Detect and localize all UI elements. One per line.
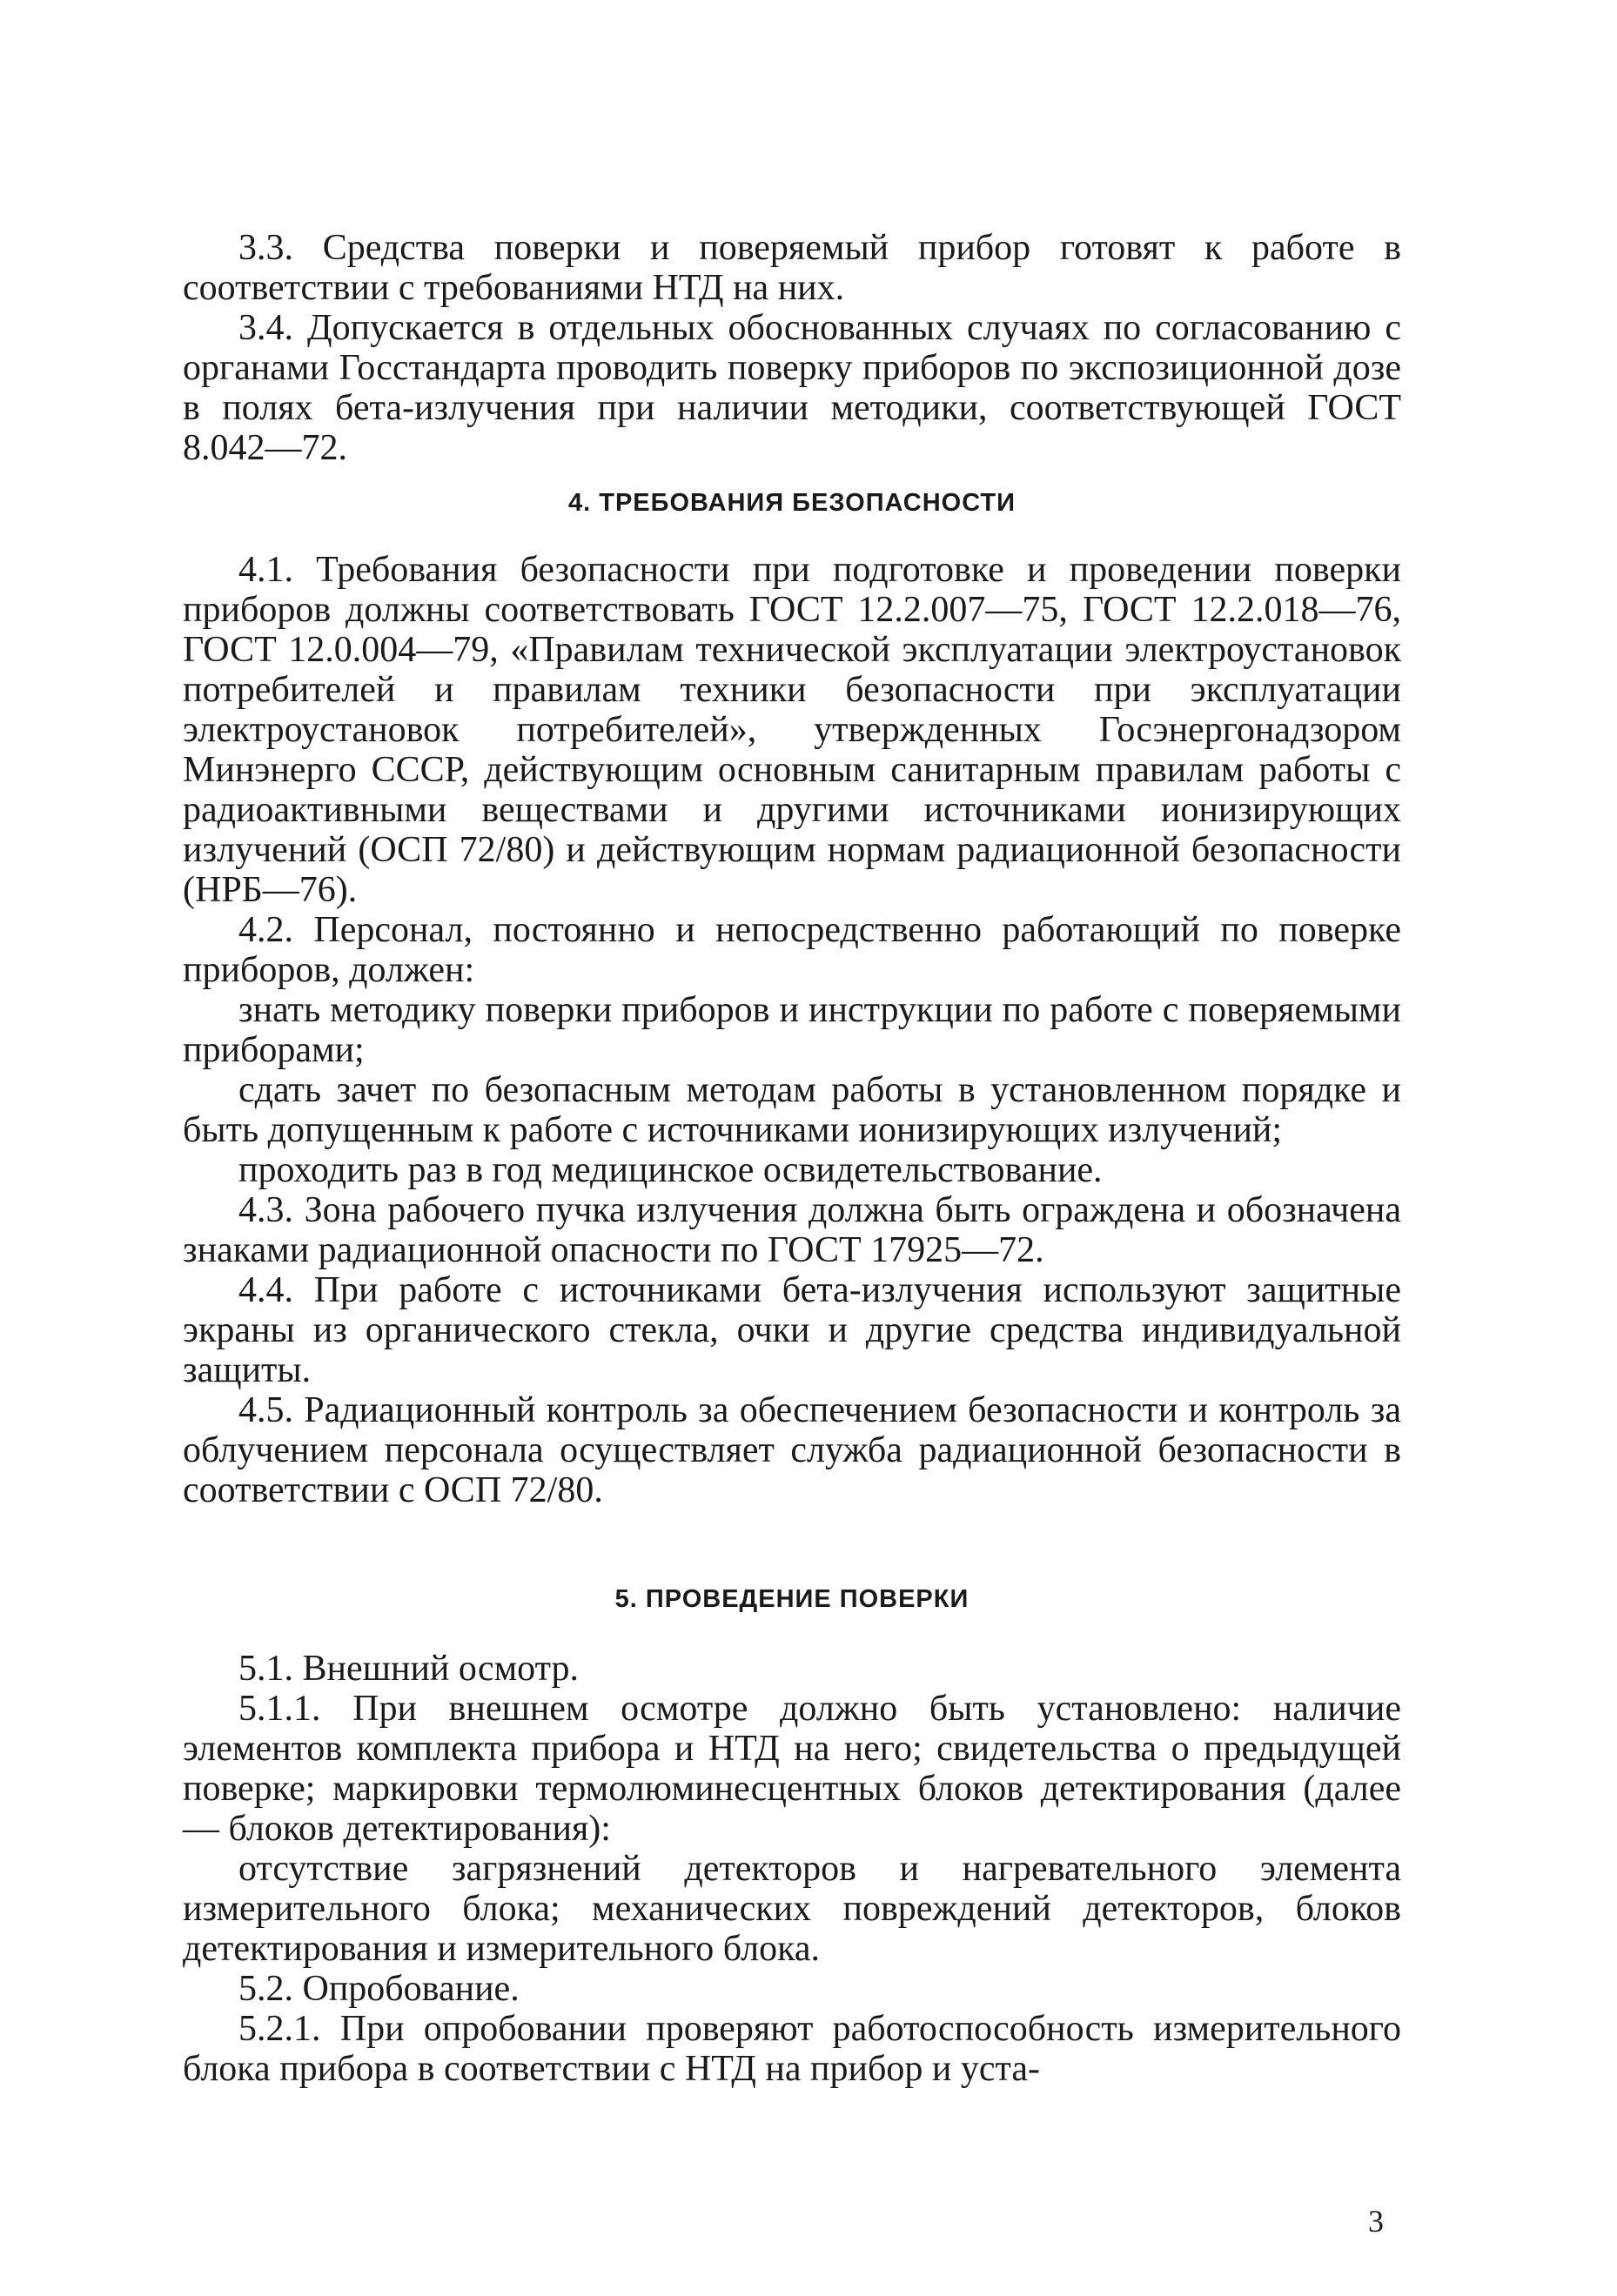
paragraph-5-1-1-item: отсутствие загрязнений детекторов и нагревательного элемента измерительного блока; механических повреждений детекторов, блоков детектирования и измерительного блока.: [183, 1849, 1401, 1969]
paragraph-4-5: 4.5. Радиационный контроль за обеспечением безопасности и контроль за облучением персонала осуществляет служба радиационной безопасности в соответствии с ОСП 72/80.: [183, 1390, 1401, 1510]
section-5-heading: 5. ПРОВЕДЕНИЕ ПОВЕРКИ: [614, 1585, 970, 1613]
page-number: 3: [1368, 2204, 1384, 2239]
paragraph-5-1-1: 5.1.1. При внешнем осмотре должно быть установлено: наличие элементов комплекта прибора и НТД на него; свидетельства о предыдущей поверке; маркировки термолюминесцентных блоков детектирования (далее — блоков детектирования):: [183, 1689, 1401, 1849]
paragraph-group-4: [183, 550, 1401, 1510]
paragraph-4-3: 4.3. Зона рабочего пучка излучения должна быть ограждена и обозначена знаками радиационной опасности по ГОСТ 17925—72.: [183, 1190, 1401, 1270]
paragraph-3-4: 3.4. Допускается в отдельных обоснованных случаях по согласованию с органами Госстандарта проводить поверку приборов по экспозиционной дозе в полях бета-излучения при наличии методики, соответствующей ГОСТ 8.042—72.: [183, 308, 1401, 468]
paragraph-group-5: [183, 1649, 1401, 2089]
paragraph-4-2-item-1: знать методику поверки приборов и инструкции по работе с поверяемыми приборами;: [183, 990, 1401, 1070]
paragraph-5-2-1: 5.2.1. При опробовании проверяют работоспособность измерительного блока прибора в соответствии с НТД на прибор и уста-: [183, 2009, 1401, 2089]
paragraph-3-3: 3.3. Средства поверки и поверяемый прибор готовят к работе в соответствии с требованиями НТД на них.: [183, 228, 1401, 308]
paragraph-5-2: 5.2. Опробование.: [238, 1969, 520, 2009]
paragraph-4-1: 4.1. Требования безопасности при подготовке и проведении поверки приборов должны соответствовать ГОСТ 12.2.007—75, ГОСТ 12.2.018—76, ГОСТ 12.0.004—79, «Правилам технической эксплуатации электроустановок потребителей и правилам техники безопасности при эксплуатации электроустановок потребителей», утвержденных Госэнергонадзором Минэнерго СССР, действующим основным санитарным правилам работы с радиоактивными веществами и другими источниками ионизирующих излучений (ОСП 72/80) и действующим нормам радиационной безопасности (НРБ—76).: [183, 550, 1401, 910]
paragraph-4-2-item-3: проходить раз в год медицинское освидетельствование.: [238, 1150, 1103, 1190]
paragraph-group-3: [183, 228, 1401, 468]
paragraph-4-2-item-2: сдать зачет по безопасным методам работы в установленном порядке и быть допущенным к работе с источниками ионизирующих излучений;: [183, 1070, 1401, 1150]
paragraph-5-1: 5.1. Внешний осмотр.: [238, 1649, 579, 1689]
paragraph-4-4: 4.4. При работе с источниками бета-излучения используют защитные экраны из органического стекла, очки и другие средства индивидуальной защиты.: [183, 1270, 1401, 1390]
section-4-heading: 4. ТРЕБОВАНИЯ БЕЗОПАСНОСТИ: [568, 489, 1016, 517]
paragraph-4-2: 4.2. Персонал, постоянно и непосредственно работающий по поверке приборов, должен:: [183, 910, 1401, 990]
